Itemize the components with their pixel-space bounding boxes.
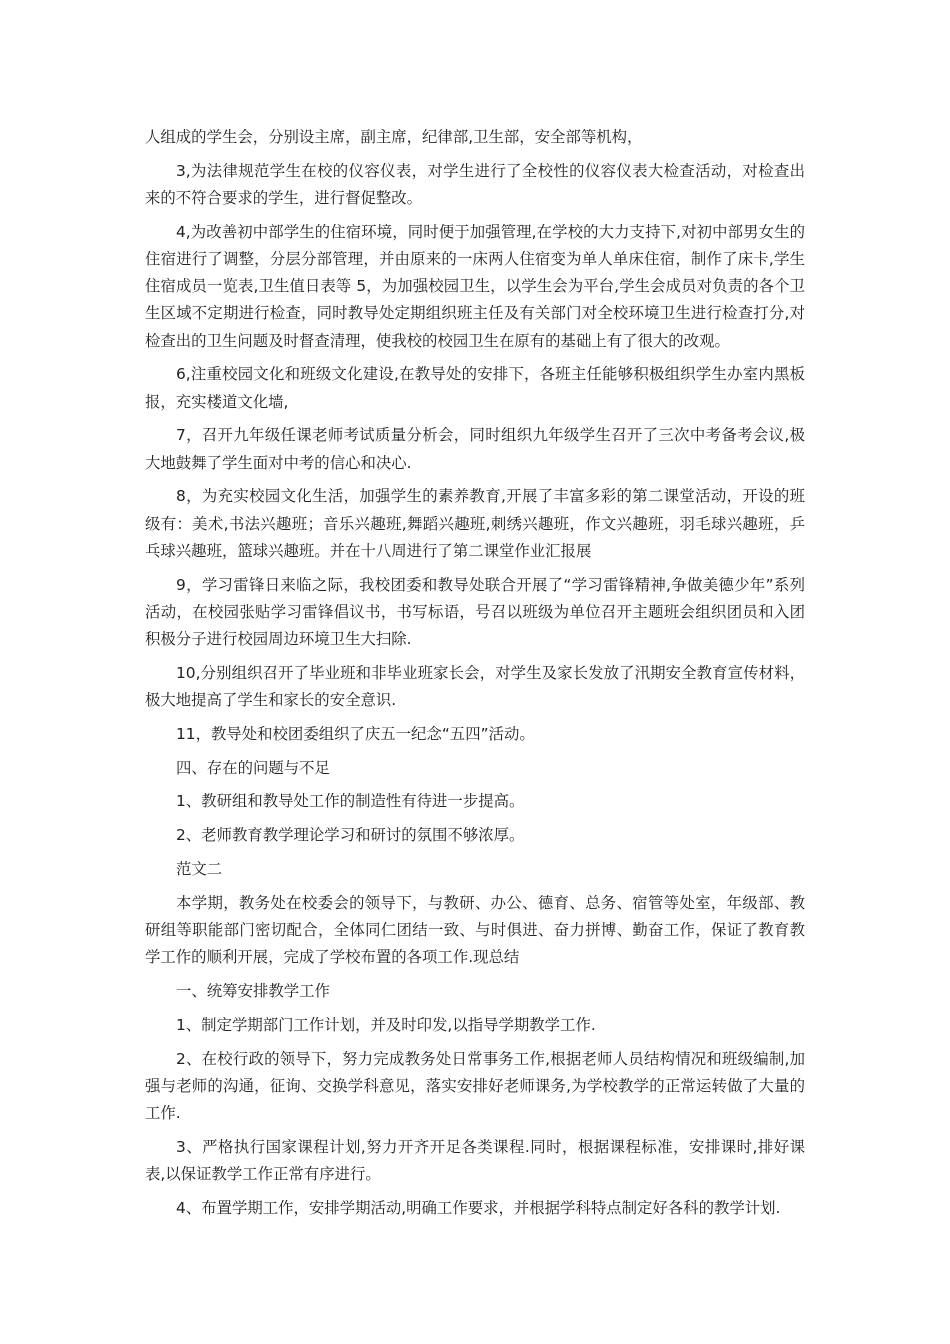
paragraph: 3、严格执行国家课程计划,努力开齐开足各类课程.同时，根据课程标准，安排课时,排好课表,以保证教学工作正常有序进行。 [145,1137,805,1183]
section-heading: 范文二 [176,860,223,878]
paragraph: 4、布置学期工作，安排学期活动,明确工作要求，并根据学科特点制定好各科的教学计划. [176,1198,781,1217]
paragraph: 本学期，教务处在校委会的领导下，与教研、办公、德育、总务、宿管等处室，年级部、教研组等职能部门密切配合，全体同仁团结一致、与时俱进、奋力拼博、勤奋工作，保证了教育教学工作的顺利开展，完成了学校布置的各项工作.现总结 [145,893,805,967]
paragraph: 3,为法律规范学生在校的仪容仪表，对学生进行了全校性的仪容仪表大检查活动，对检查出来的不符合要求的学生，进行督促整改。 [145,161,805,207]
paragraph: 6,注重校园文化和班级文化建设,在教导处的安排下，各班主任能够积极组织学生办室内黑板报，充实楼道文化墙, [145,365,805,411]
paragraph: 7，召开九年级任课老师考试质量分析会，同时组织九年级学生召开了三次中考备考会议,极大地鼓舞了学生面对中考的信心和决心. [145,426,805,472]
paragraph: 8，为充实校园文化生活，加强学生的素养教育,开展了丰富多彩的第二课堂活动，开设的班级有：美术,书法兴趣班；音乐兴趣班,舞蹈兴趣班,刺绣兴趣班，作文兴趣班，羽毛球兴趣班，乒乓球兴趣班，篮球兴趣班。并在十八周进行了第二课堂作业汇报展 [145,487,805,560]
paragraph: 11，教导处和校团委组织了庆五一纪念“五四”活动。 [176,724,535,743]
document-body [145,124,805,1229]
paragraph: 1、教研组和教导处工作的制造性有待进一步提高。 [176,792,525,811]
section-heading: 一、统筹安排教学工作 [176,982,330,1000]
section-heading: 四、存在的问题与不足 [176,758,330,777]
paragraph: 2、在校行政的领导下，努力完成教务处日常事务工作,根据老师人员结构情况和班级编制,加强与老师的沟通，征询、交换学科意见，落实安排好老师课务,为学校教学的正常运转做了大量的工作. [145,1049,805,1122]
paragraph: 4,为改善初中部学生的住宿环境，同时便于加强管理,在学校的大力支持下,对初中部男女生的住宿进行了调整，分层分部管理，并由原来的一床两人住宿变为单人单床住宿，制作了床卡,学生住宿成员一览表,卫生值日表等 5，为加强校园卫生，以学生会为平台,学生会成员对负责的各个卫生区域不定期进行检查，同时教导处定期组织班主任及有关部门对全校环境卫生进行检查打分,对检查出的卫生问题及时督查清理，使我校的校园卫生在原有的基础上有了很大的改观。 [145,222,805,350]
paragraph: 9，学习雷锋日来临之际，我校团委和教导处联合开展了“学习雷锋精神,争做美德少年”系列活动，在校园张贴学习雷锋倡议书，书写标语，号召以班级为单位召开主题班会组织团员和入团积极分子进行校园周边环境卫生大扫除. [145,575,805,649]
paragraph: 2、老师教育教学理论学习和研讨的氛围不够浓厚。 [176,826,525,845]
paragraph: 10,分别组织召开了毕业班和非毕业班家长会，对学生及家长发放了汛期安全教育宣传材料，极大地提高了学生和家长的安全意识. [145,663,805,710]
paragraph: 人组成的学生会，分别设主席，副主席，纪律部,卫生部，安全部等机构， [145,128,643,146]
paragraph: 1、制定学期部门工作计划，并及时印发,以指导学期教学工作. [176,1015,596,1034]
